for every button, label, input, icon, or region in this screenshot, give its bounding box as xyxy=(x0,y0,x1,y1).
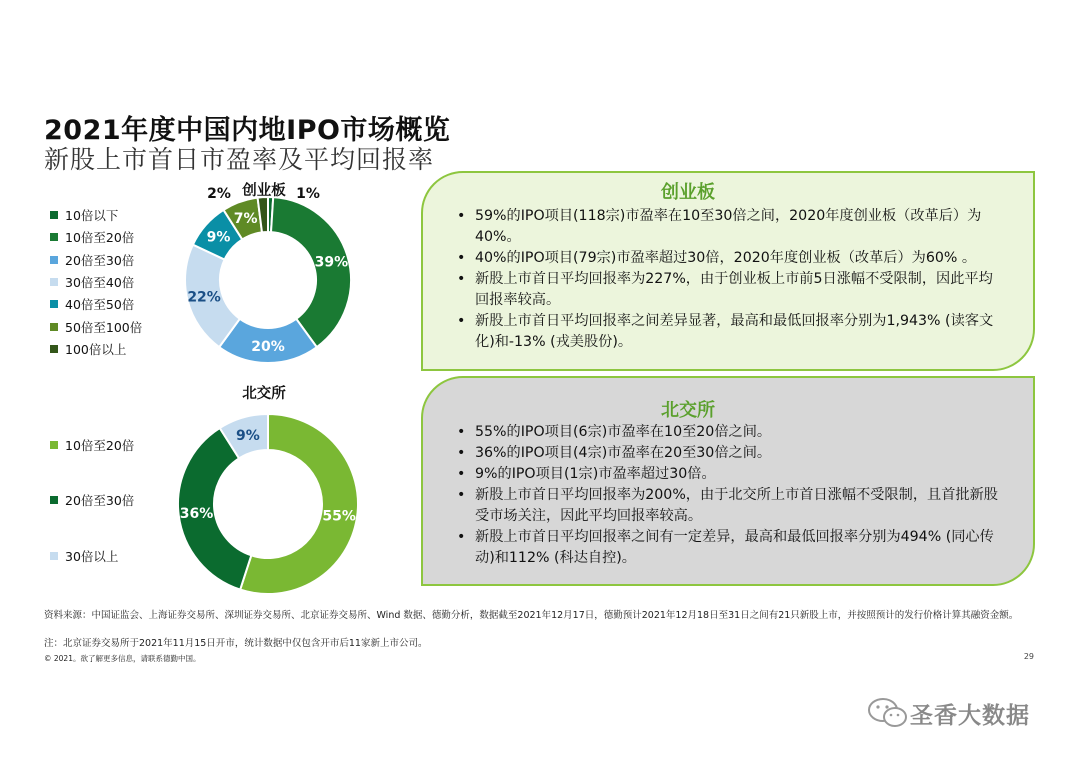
slice-label: 20% xyxy=(251,339,285,355)
chart-title: 北交所 xyxy=(242,386,286,402)
slice-label: 55% xyxy=(322,508,356,525)
bullet-item: • 40%的IPO项目(79宗)市盈率超过30倍，2020年度创业板（改革后）为60% 。 xyxy=(457,248,1003,269)
copyright: © 2021。欲了解更多信息，请联系德勤中国。 xyxy=(44,654,201,663)
legend-label: 10倍至20倍 xyxy=(65,438,135,454)
bullet-item: • 新股上市首日平均回报率之间差异显著，最高和最低回报率分别为1,943% (读客文化)和-13% (戎美股份)。 xyxy=(457,311,1003,353)
slice-label: 36% xyxy=(179,506,214,523)
slice-label: 22% xyxy=(187,289,221,306)
slice-label: 1% xyxy=(296,186,320,202)
legend-label: 20倍至30倍 xyxy=(65,252,135,268)
source-note: 资料来源：中国证监会、上海证券交易所、深圳证券交易所、北京证券交易所、Wind 数据、德勤分析，数据截至2021年12月17日，德勤预计2021年12月18日至31日之间有21只新股上市，并按照预计的发行价格计算其融资金额。 xyxy=(44,610,1019,621)
bullet-item: • 9%的IPO项目(1宗)市盈率超过30倍。 xyxy=(457,464,1003,485)
chart-title: 创业板 xyxy=(242,183,286,199)
footnote: 注：北京证券交易所于2021年11月15日开市，统计数据中仅包含开市后11家新上市公司。 xyxy=(44,638,428,649)
legend-label: 10倍至20倍 xyxy=(65,230,135,246)
bse-box-header: 北交所 xyxy=(661,400,715,421)
bullet-item: • 新股上市首日平均回报率之间有一定差异，最高和最低回报率分别为494% (同心传动)和112% (科达自控)。 xyxy=(457,527,1003,569)
slice-label: 39% xyxy=(314,254,349,271)
donut-chart-2 xyxy=(178,384,358,594)
bullet-item: • 新股上市首日平均回报率为200%，由于北交所上市首日涨幅不受限制，且首批新股受市场关注，因此平均回报率较高。 xyxy=(457,485,1003,527)
slice-label: 9% xyxy=(236,427,260,444)
page-subtitle: 新股上市首日市盈率及平均回报率 xyxy=(44,145,435,174)
legend-label: 50倍至100倍 xyxy=(65,319,143,335)
bse-summary-box xyxy=(421,376,1035,586)
bse-bullets xyxy=(457,422,1003,569)
donut-chart-1 xyxy=(185,181,351,363)
wechat-icon xyxy=(866,696,910,730)
bullet-item: • 36%的IPO项目(4宗)市盈率在20至30倍之间。 xyxy=(457,443,1003,464)
legend-label: 30倍以上 xyxy=(65,549,119,565)
page-title: 2021年度中国内地IPO市场概览 xyxy=(44,115,451,146)
watermark xyxy=(866,696,1030,730)
chinext-bullets xyxy=(457,206,1003,353)
slice-label: 9% xyxy=(206,229,231,246)
slice-label: 7% xyxy=(233,210,258,227)
bullet-item: • 新股上市首日平均回报率为227%，由于创业板上市前5日涨幅不受限制，因此平均回报率较高。 xyxy=(457,269,1003,311)
legend-label: 20倍至30倍 xyxy=(65,493,135,509)
legend-label: 40倍至50倍 xyxy=(65,297,135,313)
page-number: 29 xyxy=(1023,652,1034,661)
legend-label: 100倍以上 xyxy=(65,341,127,357)
legend-label: 10倍以下 xyxy=(65,208,119,224)
slice-label: 2% xyxy=(207,186,231,202)
chinext-box-header: 创业板 xyxy=(661,182,715,203)
bullet-item: • 55%的IPO项目(6宗)市盈率在10至20倍之间。 xyxy=(457,422,1003,443)
bullet-item: • 59%的IPO项目(118宗)市盈率在10至30倍之间，2020年度创业板（改革后）为40%。 xyxy=(457,206,1003,248)
watermark-text: 圣香大数据 xyxy=(910,702,1030,729)
legend-label: 30倍至40倍 xyxy=(65,275,135,291)
chinext-summary-box xyxy=(421,171,1035,371)
